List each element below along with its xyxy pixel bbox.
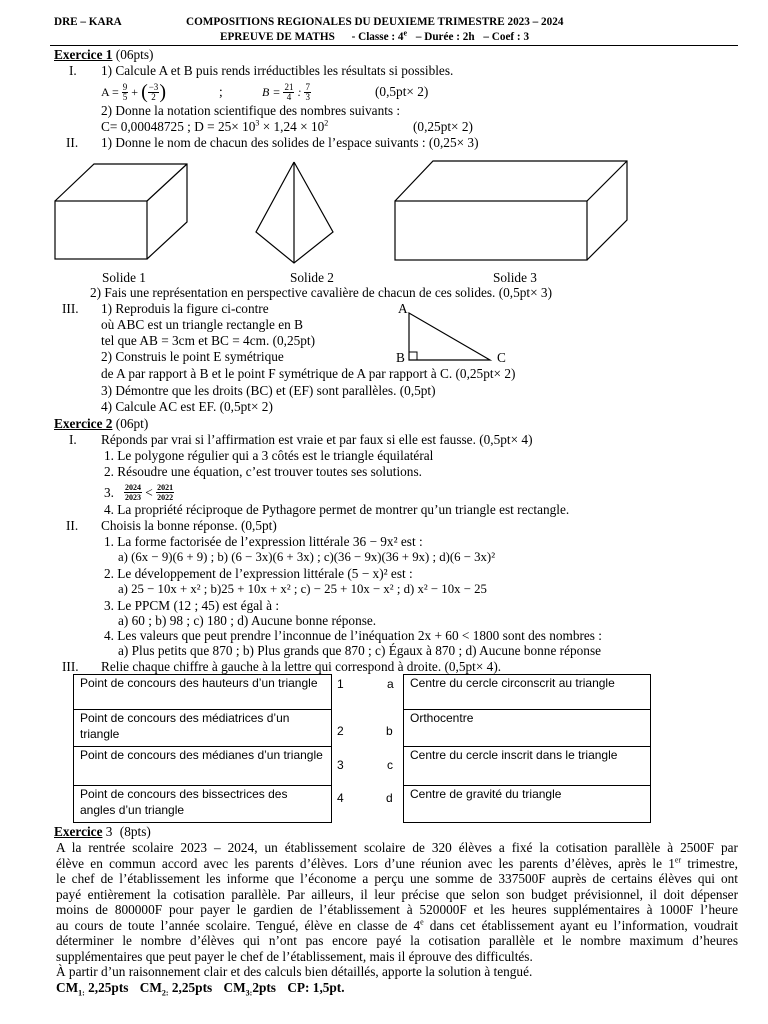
ex3-points: (8pts)	[119, 824, 151, 839]
ex3-line-2: élève en commun accord avec les parents d’élèves. Lors d’une réunion avec les parents d’élèves, après le 1er trimestre,	[56, 855, 738, 871]
right-item-c: Centre du cercle inscrit dans le triangle	[403, 746, 651, 786]
ex2-II-3: 3. Le PPCM (12 ; 45) est égal à :	[104, 598, 280, 613]
ex2-III-num: III.	[62, 659, 79, 674]
exam-title: COMPOSITIONS REGIONALES DU DEUXIEME TRIMESTRE 2023 – 2024	[186, 16, 564, 28]
match-number-2: 2	[337, 724, 344, 738]
ex3-line-6: au cours de toute l’année scolaire. Tengué, élève en classe de 4e dans cet établissement ayant eu l’information, voudrait	[56, 917, 739, 933]
expr-A: A = 9 5 + ( −3 2 )	[101, 80, 166, 103]
CD-points: (0,25pt× 2)	[413, 119, 473, 134]
ex1-III-1b: où ABC est un triangle rectangle en B	[101, 317, 303, 332]
ex3-title-num: 3	[102, 824, 113, 839]
ex2-I-intro: Réponds par vrai si l’affirmation est vraie et par faux si elle est fausse. (0,5pt× 4)	[101, 432, 533, 447]
label-C: C	[497, 350, 506, 365]
ex3-line-8: supplémentaires que peut payer le chef de l’établissement, mais il éprouve des difficultés.	[56, 948, 533, 964]
ex1-III-3: 3) Démontre que les droits (BC) et (EF) sont parallèles. (0,5pt)	[101, 383, 436, 398]
match-letter-b: b	[386, 724, 393, 738]
ex2-I-num: I.	[69, 432, 77, 447]
ex2-points: (06pt)	[115, 416, 149, 431]
ex1-title: Exercice 1	[54, 47, 113, 62]
ex2-I-4: 4. La propriété réciproque de Pythagore permet de montrer qu’un triangle est rectangle.	[104, 502, 570, 517]
match-letter-a: a	[387, 677, 394, 691]
left-item-3: Point de concours des médianes d’un triangle	[73, 746, 332, 786]
expr-B: B = 21 4 : 7 3	[262, 81, 310, 102]
match-letter-d: d	[386, 791, 393, 805]
ex3-line-7: déterminer le nombre d’élèves qui n’ont pas encore payé la cotisation parallèle et le nombre maximum d’heures	[56, 933, 738, 948]
label-B: B	[396, 350, 405, 365]
match-number-4: 4	[337, 791, 344, 805]
ex2-II-num: II.	[66, 518, 79, 533]
ex1-III-num: III.	[62, 301, 79, 316]
ex2-I-3: 3. 2024 2023 < 2021 2022	[104, 482, 174, 502]
duree-label: – Durée : 2h	[415, 31, 475, 43]
ex3-line-5: moins de 800000F pour payer le gardien de l’établissement à 520000F et les heures supplémentaires à 1000F l’heure	[56, 902, 738, 917]
ex2-II-3-options: a) 60 ; b) 98 ; c) 180 ; d) Aucune bonne réponse.	[118, 613, 377, 628]
classe-label: - Classe : 4	[351, 31, 404, 43]
label-A: A	[398, 301, 408, 316]
right-item-a: Centre du cercle circonscrit au triangle	[403, 674, 651, 710]
left-item-2: Point de concours des médiatrices d’un triangle	[73, 709, 332, 747]
ex3-line-4: payé entièrement la cotisation parallèle. Par ailleurs, il leur précise que selon son budget prévisionnel, il doit dépenser	[56, 886, 738, 902]
ex1-II-2: 2) Fais une représentation en perspective cavalière de chacun de ces solides. (0,5pt× 3)	[90, 285, 552, 300]
ex2-II-2: 2. Le développement de l’expression littérale (5 − x)² est :	[104, 566, 413, 581]
ex1-II-num: II.	[66, 135, 79, 150]
expr-CD: C= 0,00048725 ; $D = 25\times 10^3 \times 1,24 \times 10^2$	[101, 118, 329, 134]
solide-2-label: Solide 2	[290, 270, 334, 285]
ex3-line-9: À partir d’un raisonnement clair et des calculs bien détaillés, apporte la solution à tengué.	[56, 964, 533, 979]
ex1-points: (06pts)	[115, 47, 154, 62]
ex2-I-2: 2. Résoudre une équation, c’est trouver toutes ses solutions.	[104, 464, 422, 479]
ex2-III-intro: Relie chaque chiffre à gauche à la lettre qui correspond à droite. (0,5pt× 4).	[101, 659, 502, 674]
solide-1-label: Solide 1	[102, 270, 146, 285]
right-item-d: Centre de gravité du triangle	[403, 785, 651, 823]
ex1-III-2: 2) Construis le point E symétrique	[101, 349, 284, 364]
ex2-II-1-options: a) (6x − 9)(6 + 9) ; b) (6 − 3x)(6 + 3x) ; c)(36 − 9x)(36 + 9x) ; d)(6 − 3x)²	[118, 550, 496, 564]
ex2-II-2-options: a) 25 − 10x + x² ; b)25 + 10x + x² ; c) − 25 + 10x − x² ; d) x² − 10x − 25	[118, 582, 487, 596]
ex1-III-4: 4) Calcule AC est EF. (0,5pt× 2)	[101, 399, 273, 414]
coef-label: – Coef : 3	[483, 31, 530, 43]
ex3-title: Exercice	[54, 824, 103, 839]
right-item-b: Orthocentre	[403, 709, 651, 747]
ex2-II-4: 4. Les valeurs que peut prendre l’inconnue de l’inéquation 2x + 60 < 1800 sont des nombres :	[104, 628, 603, 643]
ex2-title: Exercice 2	[54, 416, 113, 431]
match-number-3: 3	[337, 758, 344, 772]
ex3-line-3: le chef de l’établissement les informe que l’économe a perçu une somme de 337500F auprès de certains élèves qui ont	[56, 871, 738, 886]
ex1-III-1: 1) Reproduis la figure ci-contre	[101, 301, 269, 316]
triangle-ABC	[0, 0, 768, 380]
ex3-grading: $CM_{1:}$ 2,25pts $CM_{2:}$ 2,25pts $CM_{3:}2pts$ CP: 1,5pt.	[56, 980, 345, 998]
classe-sup: e	[403, 28, 408, 38]
left-item-4: Point de concours des bissectrices des angles d’un triangle	[73, 785, 332, 823]
sep-AB: ;	[219, 84, 223, 99]
solide-3-label: Solide 3	[493, 270, 537, 285]
left-item-1: Point de concours des hauteurs d’un triangle	[73, 674, 332, 710]
ex1-I-1: 1) Calcule A et B puis rends irréductibles les résultats si possibles.	[101, 63, 454, 78]
ex1-III-1c: tel que AB = 3cm et BC = 4cm. (0,25pt)	[101, 333, 316, 348]
ex1-I-2: 2) Donne la notation scientifique des nombres suivants :	[101, 103, 401, 118]
match-number-1: 1	[337, 677, 344, 691]
ex1-III-2b: de A par rapport à B et le point F symétrique de A par rapport à C. (0,25pt× 2)	[101, 366, 516, 381]
ex2-I-1: 1. Le polygone régulier qui a 3 côtés est le triangle équilatéral	[104, 448, 434, 463]
ex2-heading	[54, 416, 148, 431]
ex2-II-1: 1. La forme factorisée de l’expression littérale 36 − 9x² est :	[104, 534, 423, 549]
match-letter-c: c	[387, 758, 393, 772]
AB-points: (0,5pt× 2)	[375, 84, 429, 99]
ex1-II-1: 1) Donne le nom de chacun des solides de l’espace suivants : (0,25× 3)	[101, 135, 479, 150]
ex3-paragraph	[56, 840, 738, 980]
ex2-II-intro: Choisis la bonne réponse. (0,5pt)	[101, 518, 277, 533]
ex3-line-1: A la rentrée scolaire 2023 – 2024, un établissement scolaire de 320 élèves a fixé la cotisation parallèle à 2500F par	[56, 840, 738, 855]
ex2-II-4-options: a) Plus petits que 870 ; b) Plus grands que 870 ; c) Égaux à 870 ; d) Aucune bonne réponse	[118, 643, 602, 658]
ex1-I-num: I.	[69, 63, 77, 78]
school-name: DRE – KARA	[54, 16, 122, 28]
subject-label: EPREUVE DE MATHS	[220, 31, 335, 43]
ex3-heading	[54, 824, 151, 839]
